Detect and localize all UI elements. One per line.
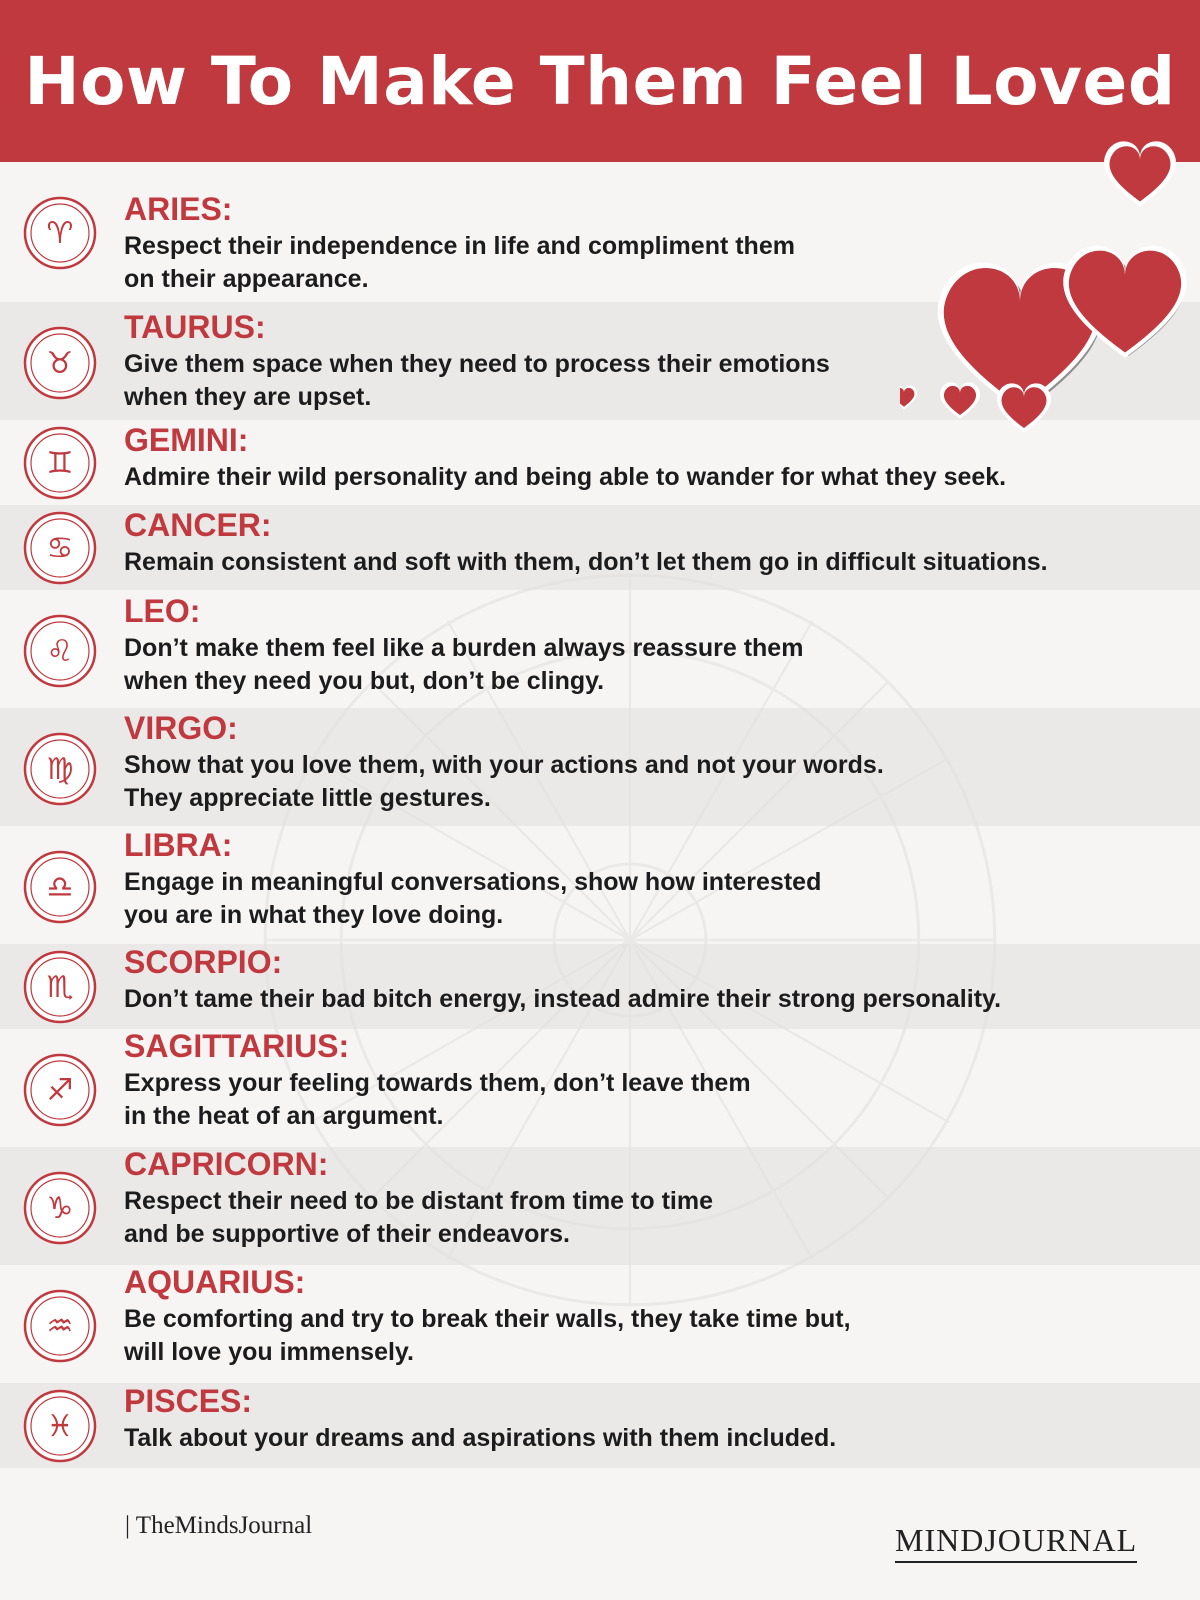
footer-credit: | TheMindsJournal (125, 1512, 313, 1539)
sign-description: Give them space when they need to process their emotions when they are upset. (124, 350, 830, 411)
sign-name: ARIES: (124, 191, 233, 227)
svg-text:♌: ♌ (46, 634, 74, 669)
svg-text:♎: ♎ (46, 870, 74, 905)
twins-icon (23, 426, 97, 500)
sign-name: LEO: (124, 593, 201, 629)
sign-row-cancer (0, 505, 1200, 590)
scales-icon (23, 850, 97, 924)
sign-description: Don’t make them feel like a burden always reassure them when they need you but, don’t be clingy. (124, 634, 804, 695)
sign-description: Remain consistent and soft with them, don’t let them go in difficult situations. (124, 548, 1048, 576)
bull-icon (23, 326, 97, 400)
sign-row-sagittarius (0, 1029, 1200, 1147)
svg-text:♉: ♉ (46, 346, 74, 381)
maiden-icon (23, 732, 97, 806)
sign-row-scorpio (0, 944, 1200, 1029)
svg-text:♈: ♈ (46, 216, 74, 251)
svg-text:♒: ♒ (46, 1309, 74, 1344)
sign-description: Admire their wild personality and being able to wander for what they seek. (124, 463, 1007, 491)
sign-name: LIBRA: (124, 827, 233, 863)
sign-row-capricorn (0, 1147, 1200, 1265)
sign-name: TAURUS: (124, 309, 266, 345)
sign-row-leo (0, 590, 1200, 708)
sign-name: CAPRICORN: (124, 1146, 329, 1182)
svg-text:♋: ♋ (46, 531, 74, 566)
sign-description: Respect their independence in life and compliment them on their appearance. (124, 232, 795, 293)
sign-name: SAGITTARIUS: (124, 1028, 350, 1064)
scorpion-icon (23, 950, 97, 1024)
svg-text:♊: ♊ (46, 446, 74, 481)
sign-name: SCORPIO: (124, 944, 283, 980)
brand-logo-text: MINDJOURNAL (895, 1522, 1138, 1558)
sign-description: Respect their need to be distant from time to time and be supportive of their endeavors. (124, 1187, 713, 1248)
svg-text:♓: ♓ (46, 1409, 74, 1444)
svg-text:♐: ♐ (46, 1073, 74, 1108)
sign-description: Don’t tame their bad bitch energy, instead admire their strong personality. (124, 985, 1002, 1013)
fish-icon (23, 1389, 97, 1463)
sign-description: Express your feeling towards them, don’t leave them in the heat of an argument. (124, 1069, 751, 1130)
sign-description: Be comforting and try to break their walls, they take time but, will love you immensely. (124, 1305, 851, 1366)
goat-icon (23, 1171, 97, 1245)
sign-name: VIRGO: (124, 710, 238, 746)
sign-name: CANCER: (124, 507, 272, 543)
svg-text:♍: ♍ (46, 752, 74, 787)
hearts-decoration-icon (900, 135, 1200, 455)
sign-row-libra (0, 826, 1200, 944)
sign-name: AQUARIUS: (124, 1264, 306, 1300)
sign-name: PISCES: (124, 1383, 253, 1419)
sign-row-aquarius (0, 1265, 1200, 1383)
sign-description: Engage in meaningful conversations, show how interested you are in what they love doing. (124, 868, 822, 929)
sign-description: Show that you love them, with your actions and not your words. They appreciate little gestures. (124, 751, 884, 812)
water-bearer-icon (23, 1289, 97, 1363)
page-title: How To Make Them Feel Loved (24, 42, 1176, 120)
sign-row-pisces (0, 1383, 1200, 1468)
crab-icon (23, 511, 97, 585)
sign-row-virgo (0, 708, 1200, 826)
svg-text:♑: ♑ (46, 1191, 74, 1226)
svg-text:♏: ♏ (46, 970, 74, 1005)
lion-icon (23, 614, 97, 688)
archer-icon (23, 1053, 97, 1127)
ram-icon (23, 196, 97, 270)
sign-description: Talk about your dreams and aspirations with them included. (124, 1424, 837, 1452)
brand-logo (895, 1522, 1137, 1563)
sign-name: GEMINI: (124, 422, 249, 458)
